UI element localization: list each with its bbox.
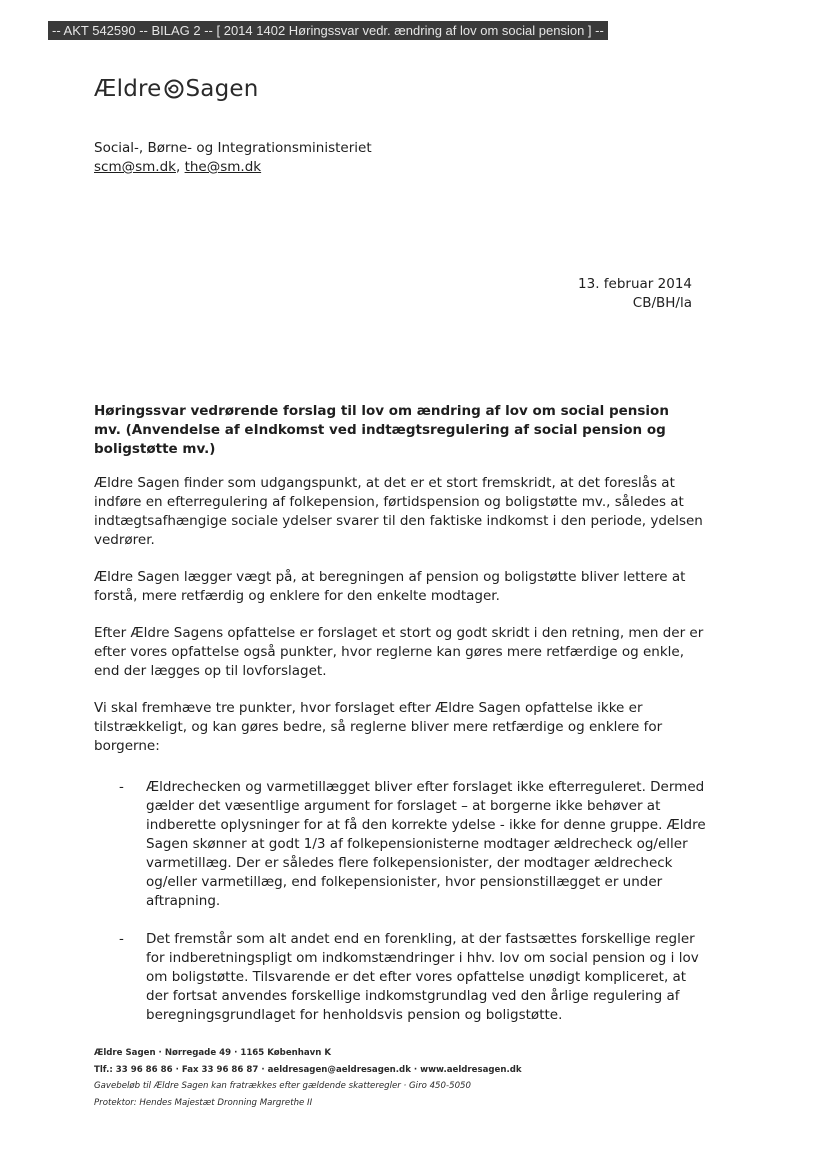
letter-reference: CB/BH/la bbox=[632, 295, 692, 311]
footer-address: Ældre Sagen · Nørregade 49 · 1165 København K bbox=[94, 1048, 332, 1058]
letter-body bbox=[94, 474, 708, 1044]
paragraph-3: Efter Ældre Sagens opfattelse er forslaget et stort og godt skridt i den retning, men der er efter vores opfattelse også punkter, hvor reglerne kan gøres mere retfærdige og enkle, end der lægges op til lovforslaget. bbox=[94, 625, 704, 679]
date-block bbox=[578, 275, 692, 313]
recipient-emails bbox=[94, 158, 372, 177]
letter-footer bbox=[94, 1045, 522, 1111]
logo-text-second: Sagen bbox=[185, 76, 259, 102]
recipient-name: Social-, Børne- og Integrationsministeriet bbox=[94, 140, 372, 156]
footer-contact: Tlf.: 33 96 86 86 · Fax 33 96 86 87 · aeldresagen@aeldresagen.dk · www.aeldresagen.dk bbox=[94, 1064, 522, 1075]
bullet-list bbox=[94, 778, 708, 1025]
letter-date: 13. februar 2014 bbox=[578, 276, 692, 292]
footer-donation: Gavebeløb til Ældre Sagen kan fratrækkes efter gældende skatteregler · Giro 450-5050 bbox=[94, 1081, 471, 1091]
bullet-item-2 bbox=[94, 930, 708, 1025]
recipient-block bbox=[94, 139, 372, 177]
bullet-text-1: Ældrechecken og varmetillægget bliver efter forslaget ikke efterreguleret. Dermed gælder det væsentlige argument for forslaget – at borgerne ikke behøver at indberette oplysninger for at få den korrekte ydelse - ikke for denne gruppe. Ældre Sagen skønner at godt 1/3 af folkepensionisterne modtager ældrecheck og/eller varmetillæg. Der er således flere folkepensionister, der modtager ældrecheck og/eller varmetillæg, end folkepensionister, hvor pensionstillægget er under aftrapning. bbox=[146, 779, 706, 909]
logo-text-first: Ældre bbox=[94, 76, 162, 102]
paragraph-2: Ældre Sagen lægger vægt på, at beregningen af pension og boligstøtte bliver lettere at forstå, mere retfærdig og enklere for den enkelte modtager. bbox=[94, 569, 686, 604]
bullet-text-2: Det fremstår som alt andet end en forenkling, at der fastsættes forskellige regler for indberetningspligt om indkomstændringer i hhv. lov om social pension og i lov om boligstøtte. Tilsvarende er det efter vores opfattelse unødigt kompliceret, at der fortsat anvendes forskellige indkomstgrundlag ved den årlige regulering af beregningsgrundlaget for henholdsvis pension og boligstøtte. bbox=[146, 931, 699, 1023]
bullet-marker: - bbox=[119, 931, 124, 947]
aeldre-sagen-logo bbox=[94, 76, 259, 102]
paragraph-4: Vi skal fremhæve tre punkter, hvor forslaget efter Ældre Sagen opfattelse ikke er tilstrækkeligt, og kan gøres bedre, så reglerne bliver mere retfærdige og enklere for borgerne: bbox=[94, 700, 663, 754]
bullet-item-1 bbox=[94, 778, 708, 911]
letter-title: Høringssvar vedrørende forslag til lov om ændring af lov om social pension mv. (Anvendelse af eIndkomst ved indtægtsregulering af social pension og boligstøtte mv.) bbox=[94, 403, 669, 457]
email-separator: , bbox=[175, 159, 185, 175]
footer-protector: Protektor: Hendes Majestæt Dronning Margrethe II bbox=[94, 1097, 313, 1108]
archive-banner: -- AKT 542590 -- BILAG 2 -- [ 2014 1402 Høringssvar vedr. ændring af lov om social pension ] -- bbox=[48, 21, 608, 40]
spiral-logo-icon bbox=[164, 79, 184, 99]
bullet-marker: - bbox=[119, 779, 124, 795]
email-link-the[interactable]: the@sm.dk bbox=[184, 159, 262, 175]
email-link-scm[interactable]: scm@sm.dk bbox=[94, 159, 176, 175]
paragraph-1: Ældre Sagen finder som udgangspunkt, at det er et stort fremskridt, at det foreslås at indføre en efterregulering af folkepension, førtidspension og boligstøtte mv., således at indtægtsafhængige sociale ydelser svarer til den faktiske indkomst i den periode, ydelsen vedrører. bbox=[94, 475, 703, 548]
